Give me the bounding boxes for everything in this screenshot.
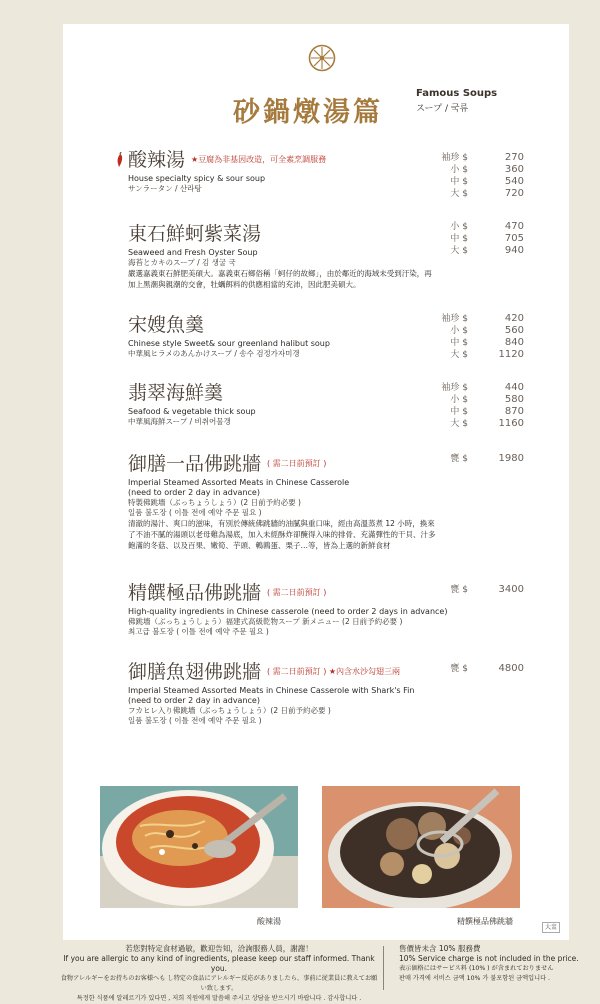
dish-name: 御膳魚翅佛跳牆 — [128, 661, 262, 683]
price-size-label: 小 $ — [450, 326, 468, 336]
price-size-label: 小 $ — [450, 165, 468, 175]
price-size-label: 大 $ — [450, 419, 468, 429]
wheel-logo-icon — [308, 44, 336, 72]
price-row — [430, 245, 530, 257]
dish-subtitle-korean: 일품 불도장 ( 이틀 전에 예약 주문 필요 ) — [128, 716, 262, 725]
dish-name-row — [128, 148, 448, 172]
price-size-label: 中 $ — [450, 407, 468, 417]
dish-name: 翡翠海鮮羹 — [128, 382, 224, 404]
price-value: 870 — [504, 406, 524, 417]
dish-description: 清澈的湯汁、爽口的滋味，有別於傳統佛跳牆的油膩與重口味，經由高溫蒸煮 12 小時，換來了不油不膩的湯頭以老母雞為湯底，加入未經酥炸卻醃得入味的排骨、充滿彈性的干貝、汁多飽滿的冬菇、以及百果、嫩筍、芋頭、鵪鶉蛋、栗子…等，皆為上選的新鮮食材 — [128, 519, 436, 550]
dish-name-row — [128, 452, 448, 476]
dish-english-name: Seaweed and Fresh Oyster Soup — [128, 248, 258, 257]
allergy-notice-japanese: 食物アレルギーをお持ちのお客様へも し特定の食品にアレルギー反応がありましたら、事前に従業員に教えてお願い致します。 — [60, 975, 378, 992]
price-row — [430, 394, 530, 406]
price-size-label: 袖珍 $ — [441, 383, 468, 393]
price-size-label: 甕 $ — [450, 585, 468, 595]
price-row — [430, 325, 530, 337]
price-size-label: 袖珍 $ — [441, 153, 468, 163]
price-row — [430, 382, 530, 394]
page-title: 砂鍋燉湯篇 — [233, 97, 383, 128]
price-size-label: 中 $ — [450, 234, 468, 244]
price-row — [430, 663, 530, 675]
price-size-label: 甕 $ — [450, 664, 468, 674]
price-row — [430, 152, 530, 164]
price-size-label: 甕 $ — [450, 454, 468, 464]
dish-english-name: House specialty spicy & sour soup — [128, 174, 266, 183]
price-row — [430, 337, 530, 349]
price-list — [430, 382, 530, 430]
price-row — [430, 221, 530, 233]
price-row — [430, 406, 530, 418]
size-badge: 大盅 — [542, 922, 560, 933]
page-title-subtitle: スープ / 국류 — [416, 104, 469, 114]
price-size-label: 中 $ — [450, 338, 468, 348]
price-list — [430, 453, 530, 465]
service-charge-english: 10% Service charge is not included in the price. — [399, 954, 579, 963]
price-row — [430, 233, 530, 245]
allergy-notice — [60, 944, 378, 1004]
price-row — [430, 188, 530, 200]
menu-item — [128, 660, 448, 726]
dish-name: 酸辣湯 — [128, 149, 186, 171]
price-value: 840 — [504, 337, 524, 348]
service-charge-korean: 판매 가격에 서비스 금액 10% 가 불포함된 금액입니다 . — [399, 975, 550, 982]
dish-subtitle-korean: 일품 불도장 ( 이틀 전에 예약 주문 필요 ) — [128, 508, 262, 517]
dish-english-name: High-quality ingredients in Chinese casserole (need to order 2 days in advance) — [128, 607, 448, 616]
price-value: 720 — [504, 188, 524, 199]
page-title-english: Famous Soups — [416, 88, 498, 99]
menu-item — [128, 313, 448, 359]
dish-subtitle: サンラータン / 산라탕 — [128, 184, 202, 193]
price-value: 3400 — [498, 584, 524, 595]
price-value: 560 — [504, 325, 524, 336]
hot-sour-soup-photo — [100, 786, 298, 908]
dish-english-name: Seafood & vegetable thick soup — [128, 407, 256, 416]
dish-name-row — [128, 660, 448, 684]
dish-subtitle: 海苔とカキのスープ / 김 생굴 국 — [128, 258, 236, 267]
price-value: 420 — [504, 313, 524, 324]
service-charge-chinese: 售價皆未含 10% 服務費 — [399, 944, 481, 953]
dish-subtitle-korean: 최고급 불도장 ( 이틀 전에 예약 주문 필요 ) — [128, 627, 269, 636]
price-size-label: 大 $ — [450, 189, 468, 199]
chili-icon — [114, 152, 126, 168]
price-list — [430, 663, 530, 675]
price-row — [430, 176, 530, 188]
price-list — [430, 313, 530, 361]
dish-note: ( 需二日前預訂 ) — [267, 459, 327, 468]
price-value: 705 — [504, 233, 524, 244]
dish-description: 嚴選嘉義東石鮮肥美碩大。嘉義東石鄉俗稱「蚵仔的故鄉」，由於鄰近的海域未受到汙染，再加上黑潮與親潮的交會，牡蠣餌料的供應相當的充沛，因此肥美碩大。 — [128, 269, 432, 289]
price-value: 580 — [504, 394, 524, 405]
footer-divider — [383, 946, 384, 990]
price-value: 540 — [504, 176, 524, 187]
service-charge-japanese: 表示価格にはサービス料 (10% ) が含まれておりません — [399, 965, 554, 972]
service-charge-notice — [399, 944, 594, 984]
photo-caption: 酸辣湯 — [257, 917, 281, 926]
price-value: 270 — [504, 152, 524, 163]
price-size-label: 中 $ — [450, 177, 468, 187]
dish-name: 宋嫂魚羹 — [128, 314, 205, 336]
price-row — [430, 349, 530, 361]
price-value: 360 — [504, 164, 524, 175]
dish-english-note: (need to order 2 day in advance) — [128, 488, 260, 497]
menu-item — [128, 222, 448, 290]
dish-note: ( 需二日前預訂 ) ★內含水沙勾翅三兩 — [267, 667, 401, 676]
dish-english-name: Chinese style Sweet& sour greenland halibut soup — [128, 339, 330, 348]
price-value: 470 — [504, 221, 524, 232]
price-size-label: 大 $ — [450, 350, 468, 360]
price-value: 440 — [504, 382, 524, 393]
price-size-label: 大 $ — [450, 246, 468, 256]
dish-note: ★豆腐為非基因改造，可全素烹調服務 — [191, 155, 327, 164]
dish-subtitle: フカヒレ入り佛跳墻（ぶっちょうしょう）(2 日前予約必要 ) — [128, 706, 331, 715]
price-size-label: 袖珍 $ — [441, 314, 468, 324]
price-row — [430, 453, 530, 465]
dish-subtitle: 特製佛跳墻（ぶっちょうしょう）(2 日前予約必要 ) — [128, 498, 301, 507]
price-value: 940 — [504, 245, 524, 256]
dish-subtitle: 中華風ヒラメのあんかけスープ / 송수 검정가자미갱 — [128, 349, 300, 358]
photo-caption: 精饌極品佛跳牆 — [457, 917, 513, 926]
menu-item — [128, 581, 448, 637]
menu-item — [128, 148, 448, 194]
price-row — [430, 313, 530, 325]
dish-note: ( 需二日前預訂 ) — [267, 588, 327, 597]
dish-english-note: (need to order 2 day in advance) — [128, 696, 260, 705]
allergy-notice-korean: 특정한 식품에 알레르기가 있다면 , 저희 직원에게 말씀해 주시고 상담을 받으시기 바랍니다 . 감사합니다 . — [76, 995, 362, 1002]
price-row — [430, 164, 530, 176]
price-value: 1160 — [498, 418, 524, 429]
dish-english-name: Imperial Steamed Assorted Meats in Chinese Casserole — [128, 478, 350, 487]
buddha-jumps-soup-photo — [322, 786, 520, 908]
menu-item — [128, 452, 448, 551]
dish-english-name: Imperial Steamed Assorted Meats in Chinese Casserole with Shark's Fin — [128, 686, 415, 695]
dish-name: 東石鮮蚵紫菜湯 — [128, 223, 262, 245]
price-row — [430, 418, 530, 430]
dish-subtitle: 佛跳墻（ぶっちょうしょう）福建式高級乾物スープ 新メニュー (2 日前予約必要 ) — [128, 617, 403, 626]
dish-name-row — [128, 581, 448, 605]
price-list — [430, 152, 530, 200]
price-list — [430, 221, 530, 257]
price-size-label: 小 $ — [450, 222, 468, 232]
price-list — [430, 584, 530, 596]
dish-subtitle: 中華風海鮮スープ / 비취어물갱 — [128, 417, 231, 426]
price-value: 4800 — [498, 663, 524, 674]
allergy-notice-english: If you are allergic to any kind of ingredients, please keep our staff informed. Thank you. — [63, 954, 375, 973]
price-value: 1120 — [498, 349, 524, 360]
price-size-label: 小 $ — [450, 395, 468, 405]
allergy-notice-chinese: 若您對特定食材過敏，歡迎告知，洽詢服務人員，謝謝！ — [125, 944, 313, 953]
dish-name: 御膳一品佛跳牆 — [128, 453, 262, 475]
price-row — [430, 584, 530, 596]
dish-name: 精饌極品佛跳牆 — [128, 582, 262, 604]
price-value: 1980 — [498, 453, 524, 464]
menu-item — [128, 381, 448, 427]
